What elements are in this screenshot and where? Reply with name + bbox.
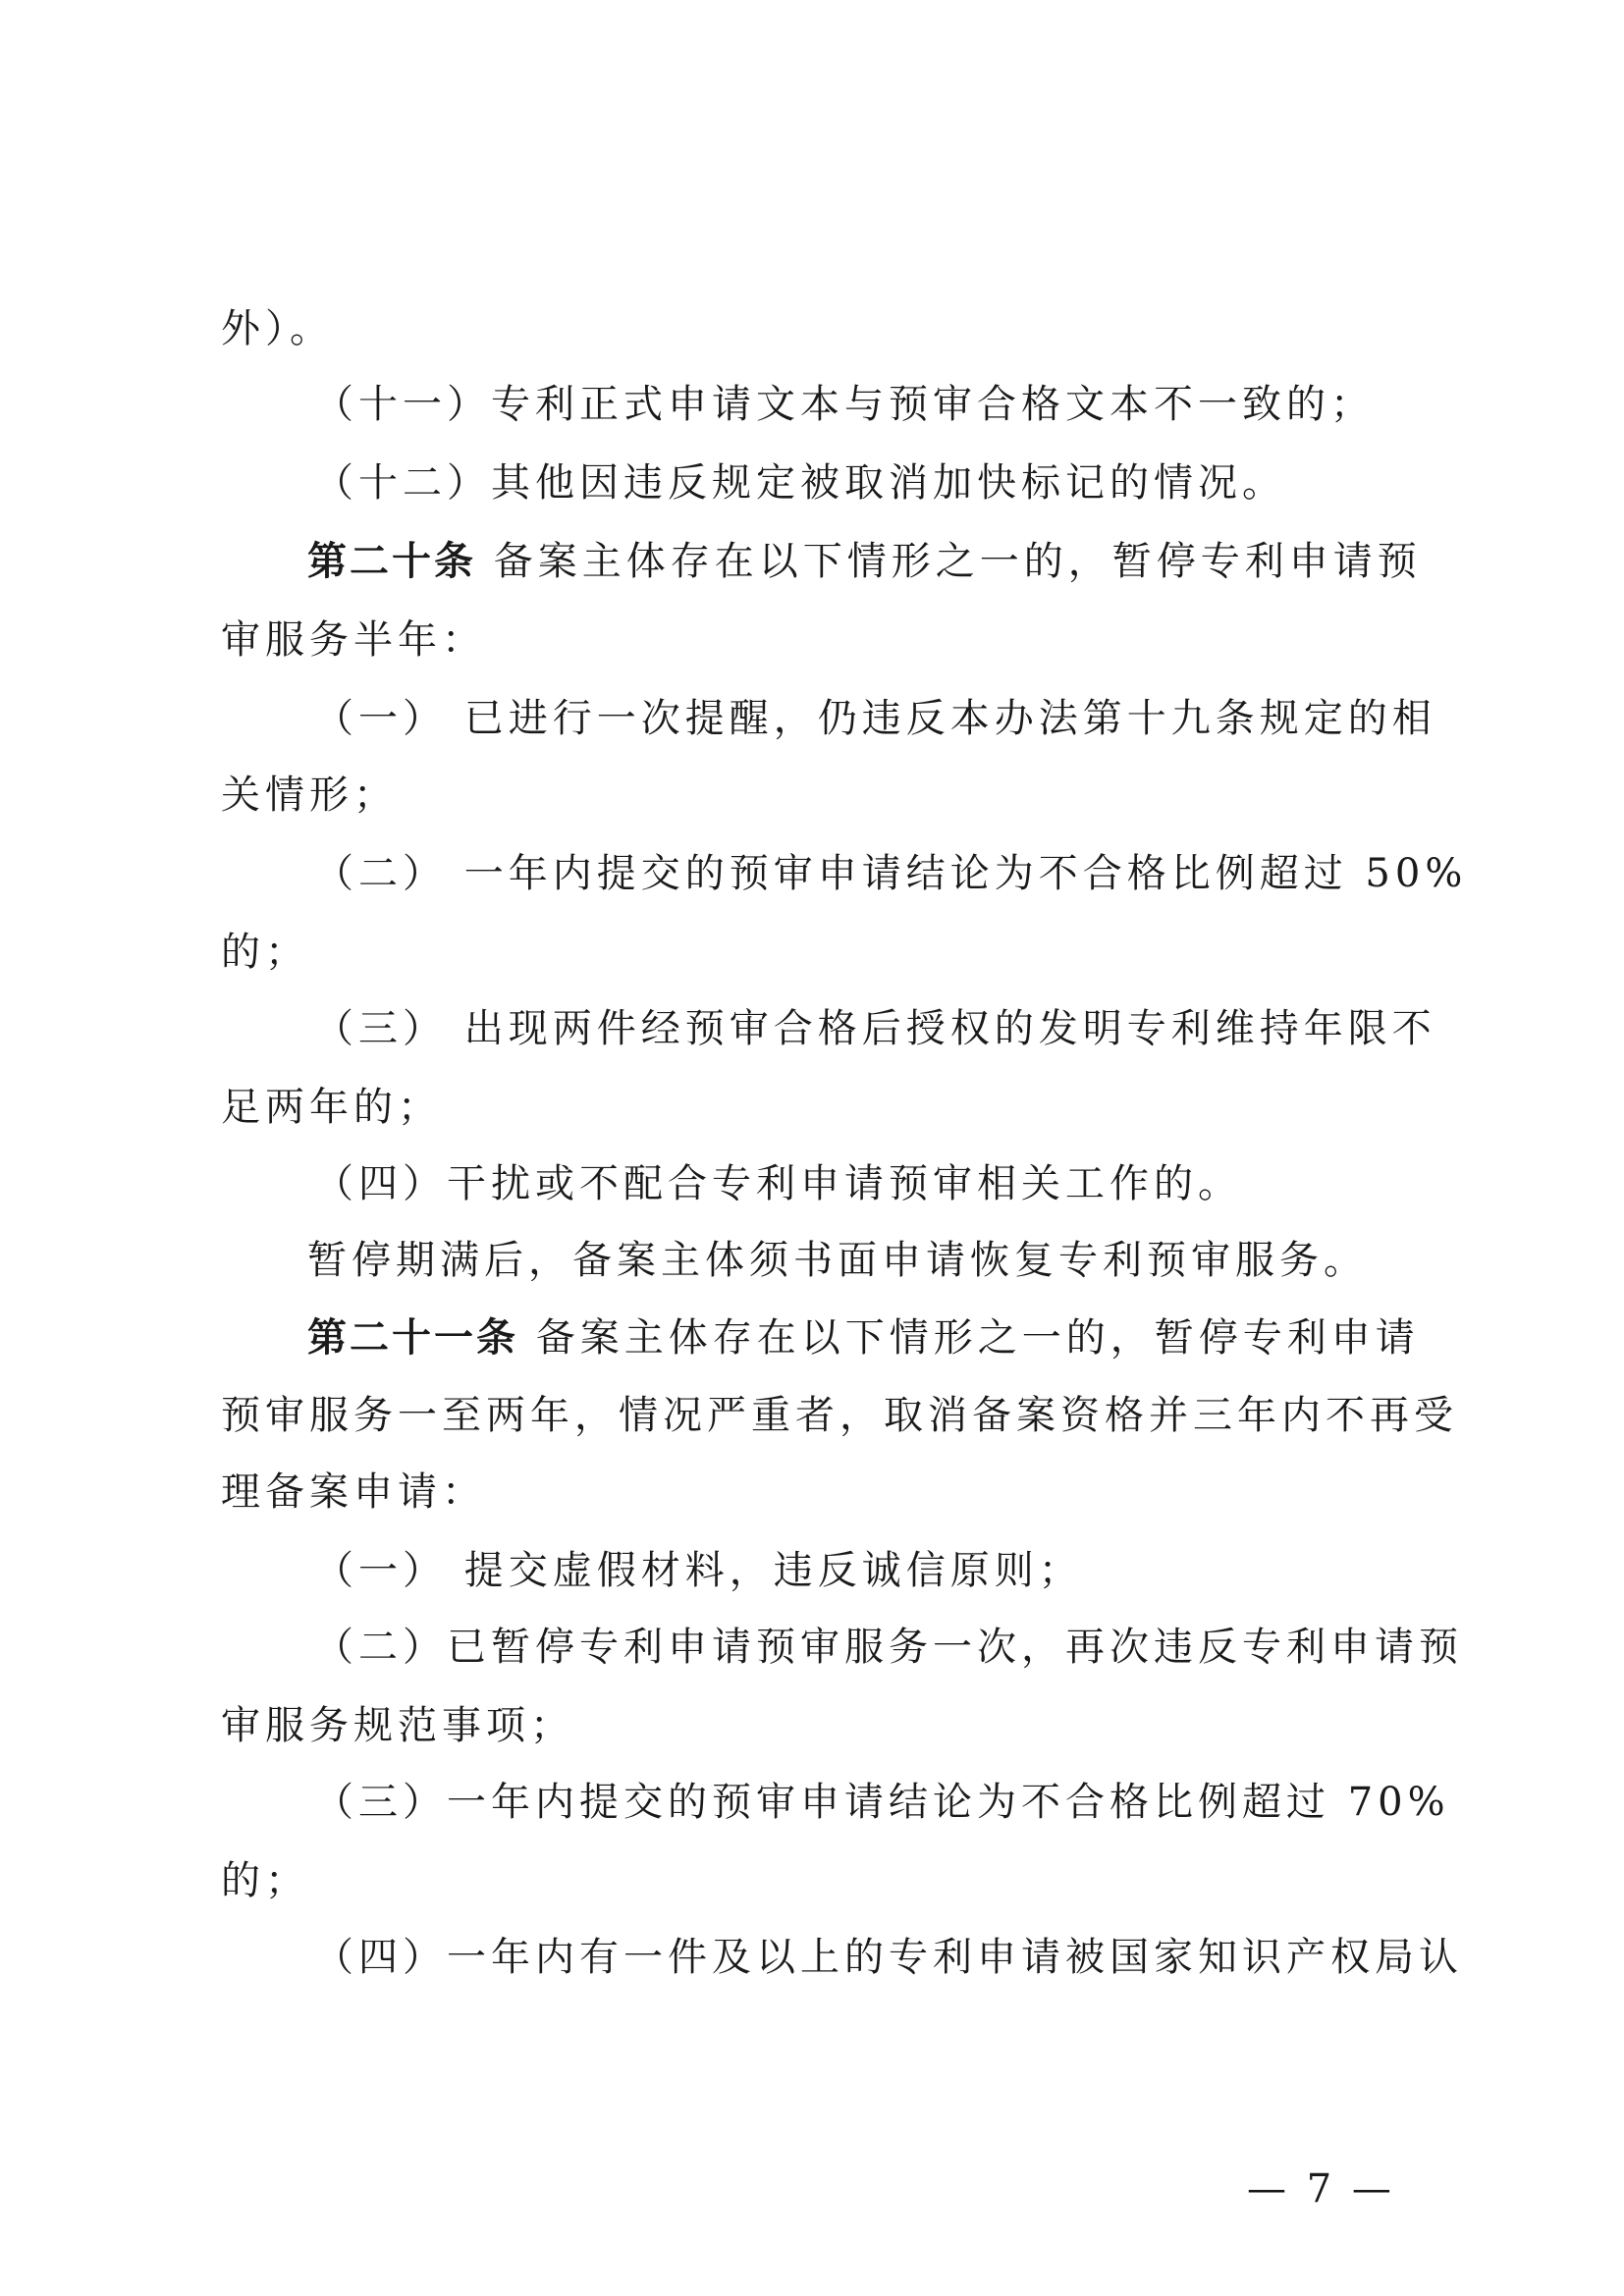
article-title: 第二十条	[307, 538, 476, 584]
text-line: 预审服务一至两年，情况严重者，取消备案资格并三年内不再受	[221, 1393, 1458, 1438]
list-item: （一） 已进行一次提醒，仍违反本办法第十九条规定的相	[314, 696, 1436, 741]
article-heading-line: 第二十一条 备案主体存在以下情形之一的，暂停专利申请	[307, 1314, 1420, 1361]
text-line: 足两年的；	[221, 1085, 442, 1130]
list-item: （一） 提交虚假材料，违反诚信原则；	[314, 1548, 1083, 1593]
text-line: 审服务规范事项；	[221, 1703, 574, 1748]
text-line: 的；	[221, 930, 309, 975]
list-item: （二）已暂停专利申请预审服务一次，再次违反专利申请预	[314, 1625, 1463, 1670]
text-line: 暂停期满后，备案主体须书面申请恢复专利预审服务。	[307, 1238, 1368, 1283]
article-title: 第二十一条	[307, 1314, 518, 1361]
text-line: 审服务半年：	[221, 617, 486, 663]
list-item: （四）一年内有一件及以上的专利申请被国家知识产权局认	[314, 1935, 1463, 1980]
list-item: （四）干扰或不配合专利申请预审相关工作的。	[314, 1161, 1242, 1206]
list-item: （十二）其他因违反规定被取消加快标记的情况。	[314, 460, 1286, 506]
list-item: （二） 一年内提交的预审申请结论为不合格比例超过 50%	[314, 851, 1468, 896]
text-line: 的；	[221, 1858, 309, 1903]
text-line: 关情形；	[221, 773, 398, 818]
list-item: （十一）专利正式申请文本与预审合格文本不一致的；	[314, 382, 1375, 427]
list-item: （三） 出现两件经预审合格后授权的发明专利维持年限不	[314, 1006, 1436, 1051]
article-heading-line: 第二十条 备案主体存在以下情形之一的，暂停专利申请预	[307, 538, 1422, 584]
list-item: （三）一年内提交的预审申请结论为不合格比例超过 70%	[314, 1780, 1450, 1825]
text-line: 理备案申请：	[221, 1469, 486, 1515]
text-line: 外）。	[221, 306, 334, 351]
page-number: — 7 —	[1247, 2166, 1395, 2212]
